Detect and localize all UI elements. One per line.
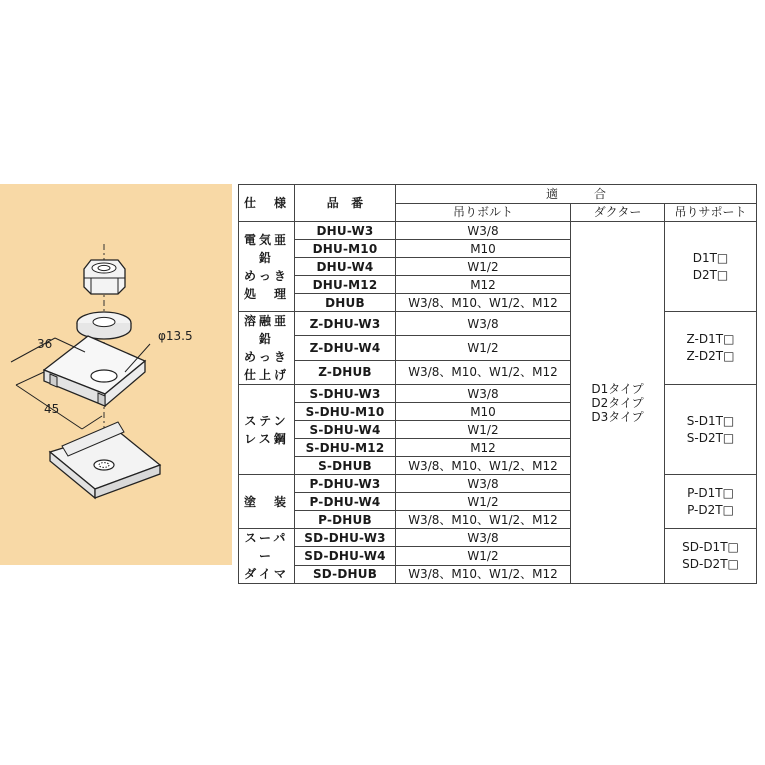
code-cell: DHUB <box>295 294 396 312</box>
table-row <box>239 385 757 403</box>
duct-cell <box>571 222 665 584</box>
bolt-cell: W1/2 <box>396 493 571 511</box>
header-applicable: 適 合 <box>396 185 757 204</box>
specification-table <box>238 184 757 584</box>
spec-line: めっき <box>244 268 289 283</box>
code-cell: S-DHU-W4 <box>295 421 396 439</box>
top-plate-shape <box>44 336 145 406</box>
code-cell: S-DHU-W3 <box>295 385 396 403</box>
code-cell: S-DHU-M10 <box>295 403 396 421</box>
bolt-cell: M10 <box>396 240 571 258</box>
spec-line: 仕上げ <box>243 368 289 382</box>
spec-line: レス鋼 <box>244 431 289 446</box>
hex-nut-shape <box>84 260 125 294</box>
code-cell: SD-DHUB <box>295 565 396 583</box>
spec-cell <box>239 385 295 475</box>
bolt-cell: M12 <box>396 439 571 457</box>
header-code: 品 番 <box>295 185 396 222</box>
support-item: P-D1T□ <box>687 485 734 500</box>
spec-line: 処 理 <box>243 286 289 301</box>
header-duct: ダクター <box>571 203 665 222</box>
header-support: 吊りサポート <box>665 203 757 222</box>
code-cell: DHU-M12 <box>295 276 396 294</box>
support-item: P-D2T□ <box>687 502 734 517</box>
bolt-cell: W3/8、M10、W1/2、M12 <box>396 360 571 384</box>
code-cell: P-DHUB <box>295 511 396 529</box>
spec-cell <box>239 529 295 584</box>
spec-line: めっき <box>244 350 289 364</box>
code-cell: DHU-W3 <box>295 222 396 240</box>
support-item: S-D1T□ <box>686 413 735 428</box>
bolt-cell: W1/2 <box>396 336 571 360</box>
spec-line: ダイマ <box>244 567 289 581</box>
support-item: D2T□ <box>692 267 729 282</box>
code-cell: DHU-M10 <box>295 240 396 258</box>
code-cell: P-DHU-W3 <box>295 475 396 493</box>
bolt-cell: W3/8 <box>396 222 571 240</box>
code-cell: SD-DHU-W4 <box>295 547 396 565</box>
support-cell <box>665 475 757 529</box>
support-cell <box>665 222 757 312</box>
bolt-cell: W3/8 <box>396 475 571 493</box>
table-row <box>239 529 757 547</box>
support-cell <box>665 385 757 475</box>
product-illustration <box>0 184 232 565</box>
code-cell: S-DHU-M12 <box>295 439 396 457</box>
bolt-cell: W3/8 <box>396 529 571 547</box>
spec-line: 溶融亜鉛 <box>243 314 289 346</box>
table-row <box>239 222 757 240</box>
spec-cell <box>239 222 295 312</box>
bolt-cell: W3/8 <box>396 385 571 403</box>
header-bolt: 吊りボルト <box>396 203 571 222</box>
bolt-cell: W3/8、M10、W1/2、M12 <box>396 294 571 312</box>
bolt-cell: W3/8 <box>396 312 571 336</box>
spec-line: スーパー <box>244 531 289 563</box>
duct-type: D2タイプ <box>591 395 644 410</box>
code-cell: P-DHU-W4 <box>295 493 396 511</box>
support-item: D1T□ <box>692 250 729 265</box>
dimension-hole-label: φ13.5 <box>158 329 193 343</box>
support-item: Z-D2T□ <box>686 349 735 363</box>
bottom-nut-block-shape <box>50 422 160 498</box>
bolt-cell: W3/8、M10、W1/2、M12 <box>396 511 571 529</box>
dimension-36-label: 36 <box>37 337 53 351</box>
table-row <box>239 312 757 336</box>
washer-shape <box>77 312 131 339</box>
spec-line: 塗 装 <box>243 494 289 509</box>
hardware-drawing <box>0 184 232 565</box>
bolt-cell: W1/2 <box>396 258 571 276</box>
table-row <box>239 475 757 493</box>
code-cell: S-DHUB <box>295 457 396 475</box>
spec-line: ステン <box>244 413 289 428</box>
spec-cell <box>239 312 295 385</box>
dimension-45-label: 45 <box>44 402 60 416</box>
header-spec: 仕 様 <box>239 185 295 222</box>
support-item: SD-D2T□ <box>682 557 739 571</box>
duct-type: D3タイプ <box>591 409 644 424</box>
support-item: S-D2T□ <box>686 430 735 445</box>
bolt-cell: M10 <box>396 403 571 421</box>
bolt-cell: W3/8、M10、W1/2、M12 <box>396 565 571 583</box>
bolt-cell: W1/2 <box>396 421 571 439</box>
bolt-cell: W3/8、M10、W1/2、M12 <box>396 457 571 475</box>
support-item: SD-D1T□ <box>682 540 739 554</box>
code-cell: DHU-W4 <box>295 258 396 276</box>
support-item: Z-D1T□ <box>686 332 735 346</box>
code-cell: Z-DHU-W4 <box>295 336 396 360</box>
spec-line: 電気亜鉛 <box>243 232 289 265</box>
code-cell: SD-DHU-W3 <box>295 529 396 547</box>
bolt-cell: M12 <box>396 276 571 294</box>
spec-cell <box>239 475 295 529</box>
duct-type: D1タイプ <box>591 381 644 396</box>
code-cell: Z-DHU-W3 <box>295 312 396 336</box>
code-cell: Z-DHUB <box>295 360 396 384</box>
bolt-cell: W1/2 <box>396 547 571 565</box>
support-cell <box>665 529 757 584</box>
support-cell <box>665 312 757 385</box>
